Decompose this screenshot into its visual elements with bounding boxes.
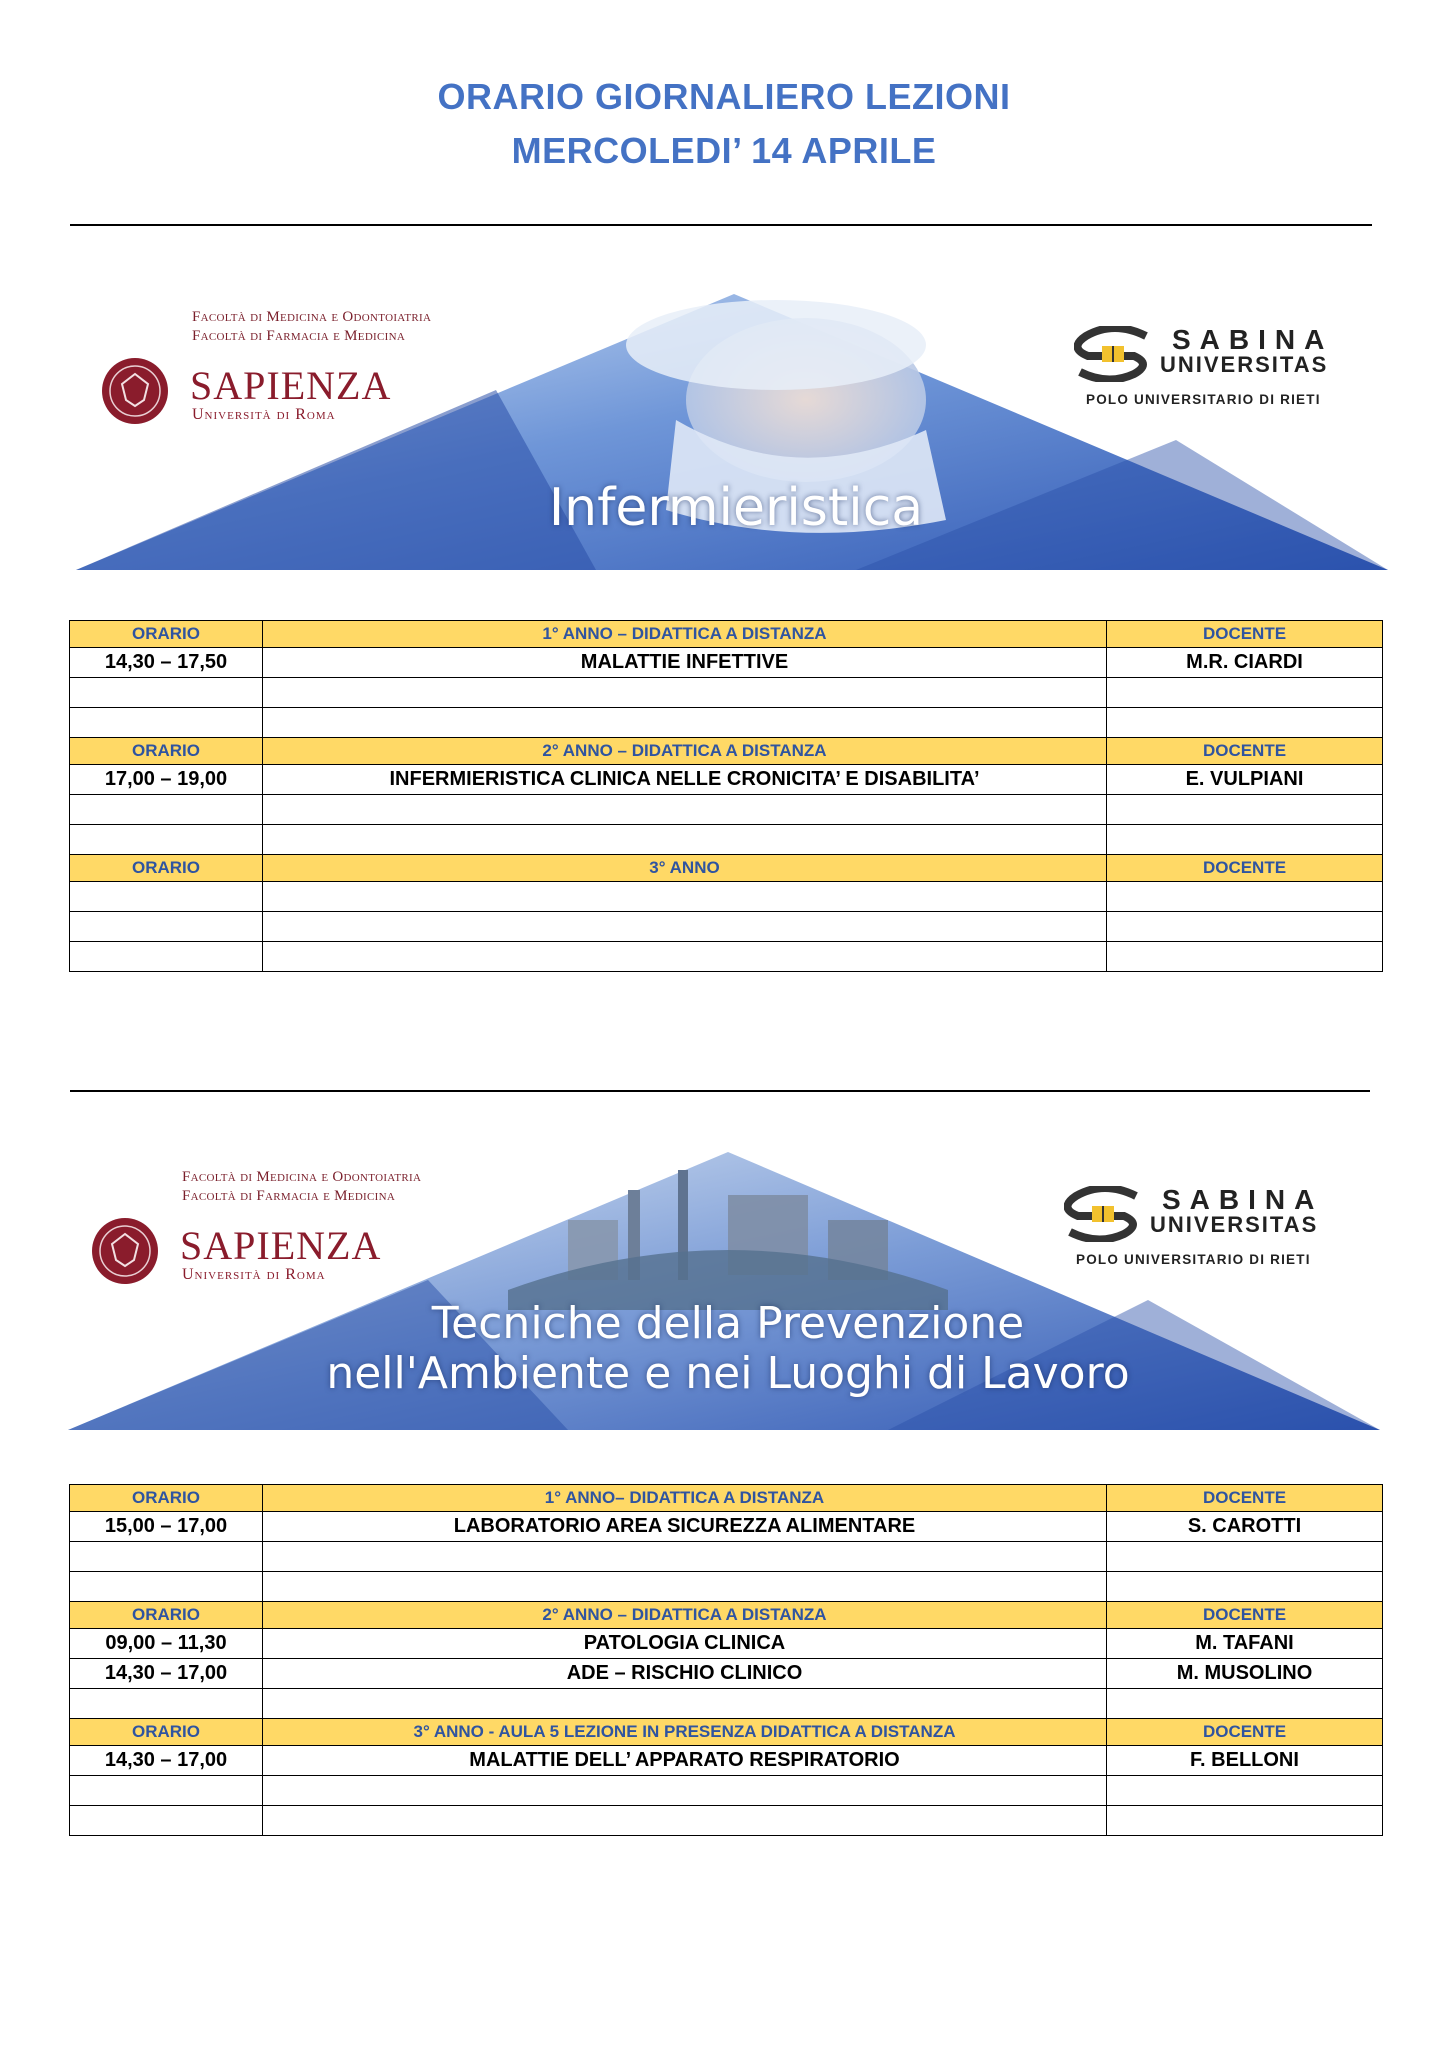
cell-teacher: M. TAFANI	[1107, 1629, 1383, 1659]
cell-time	[70, 1806, 263, 1836]
cell-subject	[263, 1572, 1107, 1602]
cell-teacher	[1107, 1542, 1383, 1572]
table-row	[70, 882, 1383, 912]
cell-subject	[263, 708, 1107, 738]
cell-teacher	[1107, 1689, 1383, 1719]
cell-time: 14,30 – 17,00	[70, 1746, 263, 1776]
cell-subject	[263, 912, 1107, 942]
cell-time	[70, 912, 263, 942]
cell-time	[70, 882, 263, 912]
table-header-row	[70, 621, 1383, 648]
header-docente: DOCENTE	[1107, 1602, 1383, 1629]
header-orario: ORARIO	[70, 1485, 263, 1512]
cell-subject	[263, 1689, 1107, 1719]
table-row	[70, 1746, 1383, 1776]
sabina-sub: UNIVERSITAS	[1150, 1212, 1319, 1237]
header-orario: ORARIO	[70, 855, 263, 882]
cell-teacher: E. VULPIANI	[1107, 765, 1383, 795]
cell-teacher	[1107, 825, 1383, 855]
cell-subject: PATOLOGIA CLINICA	[263, 1629, 1107, 1659]
cell-time	[70, 1572, 263, 1602]
course-title-line1: Tecniche della Prevenzione	[431, 1298, 1025, 1349]
cell-teacher	[1107, 912, 1383, 942]
cell-teacher: S. CAROTTI	[1107, 1512, 1383, 1542]
cell-subject	[263, 942, 1107, 972]
cell-time	[70, 795, 263, 825]
table-header-row	[70, 1719, 1383, 1746]
faculty-line1: Facoltà di Medicina e Odontoiatria	[182, 1169, 422, 1185]
table-row	[70, 1542, 1383, 1572]
sabina-sub: UNIVERSITAS	[1160, 352, 1329, 377]
faculty-line2: Facoltà di Farmacia e Medicina	[182, 1188, 396, 1204]
table-header-row	[70, 855, 1383, 882]
sabina-polo: POLO UNIVERSITARIO DI RIETI	[1086, 392, 1321, 407]
cell-time: 17,00 – 19,00	[70, 765, 263, 795]
header-docente: DOCENTE	[1107, 1719, 1383, 1746]
header-year: 1° ANNO – DIDATTICA A DISTANZA	[263, 621, 1107, 648]
table-row	[70, 1512, 1383, 1542]
table-row	[70, 765, 1383, 795]
course-title-line2: nell'Ambiente e nei Luoghi di Lavoro	[326, 1348, 1130, 1399]
table-row	[70, 1629, 1383, 1659]
header-orario: ORARIO	[70, 1719, 263, 1746]
sabina-name: SABINA	[1162, 1184, 1324, 1215]
cell-time	[70, 942, 263, 972]
page-title-line1: ORARIO GIORNALIERO LEZIONI	[437, 76, 1011, 117]
cell-subject	[263, 825, 1107, 855]
header-year: 1° ANNO– DIDATTICA A DISTANZA	[263, 1485, 1107, 1512]
cell-time	[70, 1689, 263, 1719]
cell-subject	[263, 1806, 1107, 1836]
table-row	[70, 1659, 1383, 1689]
cell-time: 14,30 – 17,50	[70, 648, 263, 678]
sapienza-seal-icon	[90, 1216, 160, 1286]
cell-teacher	[1107, 1806, 1383, 1836]
table-row	[70, 912, 1383, 942]
header-orario: ORARIO	[70, 1602, 263, 1629]
sapienza-sub: Università di Roma	[182, 1266, 326, 1283]
table-row	[70, 678, 1383, 708]
cell-subject	[263, 1776, 1107, 1806]
divider-middle	[70, 1090, 1370, 1092]
header-year: 2° ANNO – DIDATTICA A DISTANZA	[263, 1602, 1107, 1629]
table-row	[70, 708, 1383, 738]
cell-time	[70, 1542, 263, 1572]
header-orario: ORARIO	[70, 621, 263, 648]
cell-subject	[263, 1542, 1107, 1572]
table-row	[70, 1572, 1383, 1602]
cell-teacher: F. BELLONI	[1107, 1746, 1383, 1776]
header-orario: ORARIO	[70, 738, 263, 765]
cell-time	[70, 1776, 263, 1806]
sabina-book-logo-icon	[1074, 326, 1150, 382]
course-title-line1: Infermieristica	[548, 478, 924, 538]
cell-teacher	[1107, 1776, 1383, 1806]
banner-infermieristica	[76, 290, 1388, 570]
table-row	[70, 648, 1383, 678]
cell-teacher	[1107, 882, 1383, 912]
header-year: 2° ANNO – DIDATTICA A DISTANZA	[263, 738, 1107, 765]
sabina-book-logo-icon	[1064, 1186, 1140, 1242]
table-row	[70, 795, 1383, 825]
table-header-row	[70, 1485, 1383, 1512]
table-row	[70, 825, 1383, 855]
header-docente: DOCENTE	[1107, 1485, 1383, 1512]
sabina-name: SABINA	[1172, 324, 1334, 355]
cell-subject	[263, 795, 1107, 825]
cell-subject: LABORATORIO AREA SICUREZZA ALIMENTARE	[263, 1512, 1107, 1542]
table-header-row	[70, 738, 1383, 765]
cell-subject: INFERMIERISTICA CLINICA NELLE CRONICITA’ E DISABILITA’	[263, 765, 1107, 795]
cell-teacher	[1107, 678, 1383, 708]
table-row	[70, 1806, 1383, 1836]
schedule-table-infermieristica	[69, 620, 1383, 972]
cell-subject: MALATTIE DELL’ APPARATO RESPIRATORIO	[263, 1746, 1107, 1776]
cell-subject	[263, 882, 1107, 912]
table-row	[70, 1689, 1383, 1719]
table-header-row	[70, 1602, 1383, 1629]
cell-teacher	[1107, 942, 1383, 972]
sapienza-seal-icon	[100, 356, 170, 426]
header-docente: DOCENTE	[1107, 621, 1383, 648]
schedule-table-tecniche-prevenzione	[69, 1484, 1383, 1836]
cell-teacher: M. MUSOLINO	[1107, 1659, 1383, 1689]
header-year: 3° ANNO - AULA 5 LEZIONE IN PRESENZA DIDATTICA A DISTANZA	[263, 1719, 1107, 1746]
table-row	[70, 1776, 1383, 1806]
cell-time	[70, 678, 263, 708]
sapienza-name: SAPIENZA	[190, 363, 392, 408]
header-docente: DOCENTE	[1107, 738, 1383, 765]
divider-top	[70, 224, 1372, 226]
cell-teacher: M.R. CIARDI	[1107, 648, 1383, 678]
faculty-line2: Facoltà di Farmacia e Medicina	[192, 328, 406, 344]
header-year: 3° ANNO	[263, 855, 1107, 882]
cell-time: 09,00 – 11,30	[70, 1629, 263, 1659]
cell-time: 15,00 – 17,00	[70, 1512, 263, 1542]
cell-time: 14,30 – 17,00	[70, 1659, 263, 1689]
cell-teacher	[1107, 708, 1383, 738]
banner-tecniche-prevenzione	[68, 1150, 1380, 1430]
cell-subject: MALATTIE INFETTIVE	[263, 648, 1107, 678]
sapienza-sub: Università di Roma	[192, 406, 336, 423]
cell-teacher	[1107, 795, 1383, 825]
page-title-line2: MERCOLEDI’ 14 APRILE	[511, 130, 937, 171]
cell-teacher	[1107, 1572, 1383, 1602]
sapienza-name: SAPIENZA	[180, 1223, 382, 1268]
sabina-polo: POLO UNIVERSITARIO DI RIETI	[1076, 1252, 1311, 1267]
faculty-line1: Facoltà di Medicina e Odontoiatria	[192, 309, 432, 325]
cell-time	[70, 825, 263, 855]
table-row	[70, 942, 1383, 972]
cell-time	[70, 708, 263, 738]
cell-subject	[263, 678, 1107, 708]
header-docente: DOCENTE	[1107, 855, 1383, 882]
cell-subject: ADE – RISCHIO CLINICO	[263, 1659, 1107, 1689]
